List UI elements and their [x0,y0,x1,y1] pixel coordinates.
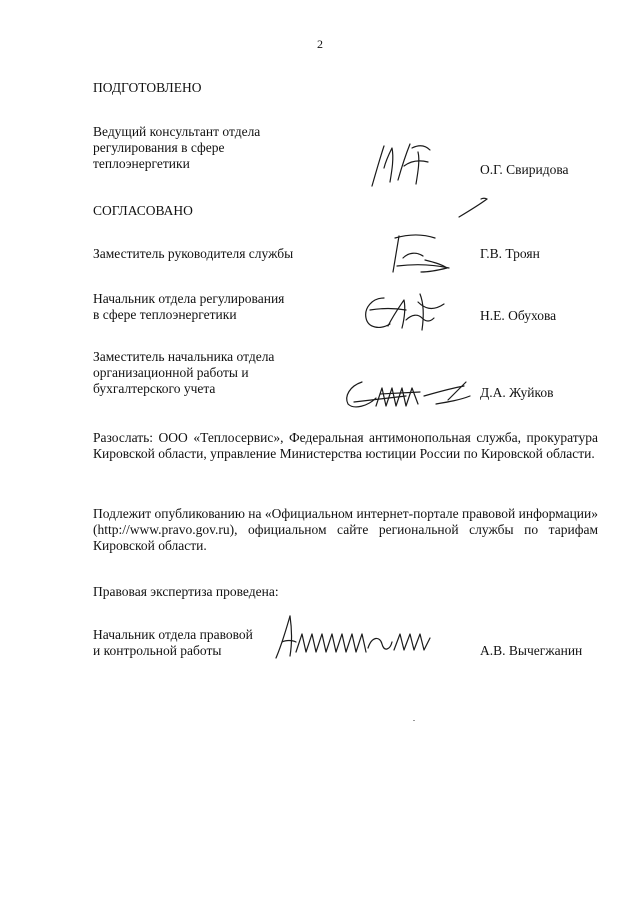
position-line: в сфере теплоэнергетики [93,307,237,322]
position-line: организационной работы и [93,365,249,380]
distribution-paragraph: Разослать: ООО «Теплосервис», Федеральная антимонопольная служба, прокуратура Кировской области, управление Министерства юстиции России по Кировской области. [93,430,598,461]
position-line: и контрольной работы [93,643,222,658]
agreed-position-3 [93,349,363,397]
position-line: Заместитель руководителя службы [93,246,294,261]
signature-sviridova [368,138,440,190]
agreed-position-2 [93,291,363,323]
page-number: 2 [317,37,323,51]
position-line: Начальник отдела регулирования [93,291,285,306]
legal-review-heading: Правовая экспертиза проведена: [93,584,279,599]
agreed-name-3: Д.А. Жуйков [480,385,554,400]
agreed-name-1: Г.В. Троян [480,246,540,261]
signature-vychegzhanin [262,612,442,662]
publication-paragraph: Подлежит опубликованию на «Официальном интернет-портале правовой информации» (http://www.pravo.gov.ru), официальном сайте региональной службы по тарифам Кировской области. [93,506,598,553]
prepared-heading: ПОДГОТОВЛЕНО [93,80,202,95]
position-line: Заместитель начальника отдела [93,349,275,364]
signature-obukhova [358,284,458,336]
scan-speck [413,720,415,721]
agreed-heading: СОГЛАСОВАНО [93,203,193,218]
prepared-name: О.Г. Свиридова [480,162,569,177]
prepared-position [93,124,363,172]
position-line: Начальник отдела правовой [93,627,253,642]
position-line: регулирования в сфере [93,140,225,155]
signature-troyan [385,228,460,278]
agreed-position-1 [93,246,363,262]
legal-review-name: А.В. Вычегжанин [480,643,583,658]
agreed-name-2: Н.Е. Обухова [480,308,557,323]
position-line: Ведущий консультант отдела [93,124,261,139]
signature-zhuykov [340,372,480,412]
signature-mark [455,195,491,221]
position-line: теплоэнергетики [93,156,190,171]
position-line: бухгалтерского учета [93,381,216,396]
